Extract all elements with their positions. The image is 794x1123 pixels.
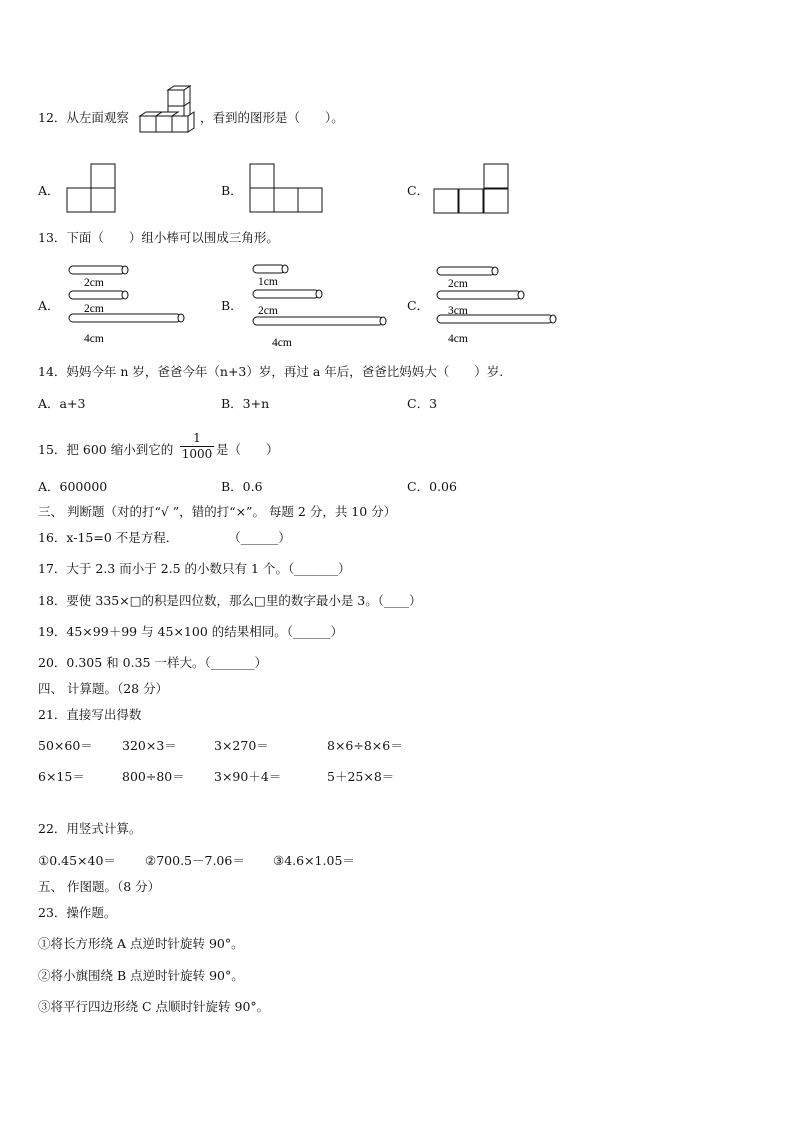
q22-stem: 22．用竖式计算。 <box>38 821 142 836</box>
q23-item2: ②将小旗围绕 B 点逆时针旋转 90°。 <box>38 968 244 983</box>
q15-fraction-numerator: 1 <box>180 431 214 447</box>
q13-c-stick1-label: 2cm <box>448 278 468 290</box>
q12-suffix: ，看到的图形是（ ）。 <box>200 110 344 125</box>
q21-row2-item3[interactable]: 3×90＋4＝ <box>214 769 282 784</box>
q20[interactable]: 20．0.305 和 0.35 一样大。（_______） <box>38 655 267 670</box>
q13-a-stick2-label: 2cm <box>84 303 104 315</box>
q15-fraction <box>180 431 214 462</box>
q22-item2[interactable]: ②700.5－7.06＝ <box>145 853 245 868</box>
section-5-heading: 五、 作图题。（8 分） <box>38 879 161 894</box>
q13-c-stick3-label: 4cm <box>448 333 468 345</box>
q13-option-b-label[interactable]: B． <box>221 298 243 313</box>
q13-b-stick1-label: 1cm <box>258 276 278 288</box>
q14-option-c[interactable]: C．3 <box>407 396 438 411</box>
q12-option-b-label[interactable]: B． <box>221 183 243 198</box>
q13-option-c-label[interactable]: C． <box>407 298 430 313</box>
section-4-heading: 四、 计算题。（28 分） <box>38 681 169 696</box>
q22-item1[interactable]: ①0.45×40＝ <box>38 853 116 868</box>
q13-c-stick2-label: 3cm <box>448 305 468 317</box>
q12-prefix: 12．从左面观察 <box>38 110 129 125</box>
q14-option-a[interactable]: A．a+3 <box>38 396 86 411</box>
q16[interactable]: 16．x-15=0 不是方程． （______） <box>38 530 291 545</box>
q21-row1-item4[interactable]: 8×6÷8×6＝ <box>327 738 403 753</box>
q12-option-a-figure <box>65 163 117 215</box>
q13-b-stick3-label: 4cm <box>272 337 292 349</box>
q15-option-a[interactable]: A．600000 <box>38 479 108 494</box>
q15-prefix: 15．把 600 缩小到它的 <box>38 442 174 457</box>
q14-stem: 14．妈妈今年 n 岁，爸爸今年（n+3）岁，再过 a 年后，爸爸比妈妈大（ ）岁. <box>38 364 504 379</box>
q15-option-b[interactable]: B．0.6 <box>221 479 263 494</box>
q21-row2-item2[interactable]: 800÷80＝ <box>122 769 185 784</box>
q13-stem: 13．下面（ ）组小棒可以围成三角形。 <box>38 230 279 245</box>
q13-a-stick3-label: 4cm <box>84 333 104 345</box>
q13-option-c-sticks <box>434 262 564 346</box>
q21-stem: 21．直接写出得数 <box>38 707 142 722</box>
q23-item1: ①将长方形绕 A 点逆时针旋转 90°。 <box>38 936 244 951</box>
q23-stem: 23．操作题。 <box>38 905 117 920</box>
q21-row2-item4[interactable]: 5＋25×8＝ <box>327 769 395 784</box>
q15-fraction-denominator: 1000 <box>181 447 213 461</box>
section-3-heading: 三、 判断题（对的打“√ ”，错的打“×”。 每题 2 分，共 10 分） <box>38 504 397 519</box>
q15-option-c[interactable]: C．0.06 <box>407 479 457 494</box>
q17[interactable]: 17．大于 2.3 而小于 2.5 的小数只有 1 个。（_______） <box>38 561 351 576</box>
q21-row1-item1[interactable]: 50×60＝ <box>38 738 93 753</box>
q13-option-b-sticks <box>250 262 395 350</box>
cube-stack-figure <box>138 86 208 148</box>
q18[interactable]: 18．要使 335×□的积是四位数，那么□里的数字最小是 3。（____） <box>38 593 422 608</box>
q12-option-b-figure <box>248 163 326 215</box>
q13-option-a-sticks <box>66 262 196 346</box>
q13-a-stick1-label: 2cm <box>84 277 104 289</box>
q13-option-a-label[interactable]: A． <box>38 298 60 313</box>
q12-option-c-figure <box>432 163 512 217</box>
q12-option-c-label[interactable]: C． <box>407 183 430 198</box>
q22-item3[interactable]: ③4.6×1.05＝ <box>273 853 355 868</box>
q14-option-b[interactable]: B．3+n <box>221 396 270 411</box>
q21-row2-item1[interactable]: 6×15＝ <box>38 769 85 784</box>
q23-item3: ③将平行四边形绕 C 点顺时针旋转 90°。 <box>38 999 270 1014</box>
q19[interactable]: 19．45×99＋99 与 45×100 的结果相同。（______） <box>38 624 344 639</box>
q15-suffix: 是（ ） <box>216 442 279 457</box>
q21-row1-item3[interactable]: 3×270＝ <box>214 738 269 753</box>
q13-b-stick2-label: 2cm <box>258 305 278 317</box>
q21-row1-item2[interactable]: 320×3＝ <box>122 738 177 753</box>
q12-option-a-label[interactable]: A． <box>38 183 60 198</box>
